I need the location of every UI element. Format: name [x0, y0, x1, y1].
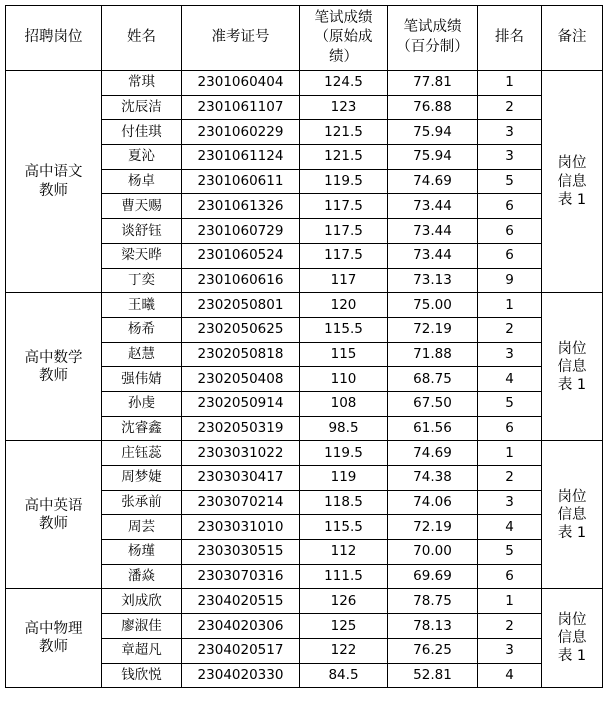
header-row [6, 6, 603, 71]
name-cell: 夏沁 [102, 145, 182, 170]
rank-cell: 5 [478, 169, 542, 194]
pct-score-cell: 78.75 [388, 589, 478, 614]
raw-score-cell: 126 [300, 589, 388, 614]
raw-score-cell: 117 [300, 268, 388, 293]
rank-cell: 5 [478, 540, 542, 565]
rank-cell: 6 [478, 219, 542, 244]
raw-score-cell: 115 [300, 342, 388, 367]
table-row [6, 441, 603, 466]
header-rank: 排名 [478, 6, 542, 71]
raw-score-cell: 119.5 [300, 441, 388, 466]
note-cell: 岗位 信息 表 1 [542, 71, 603, 293]
ticket-cell: 2302050801 [182, 293, 300, 318]
name-cell: 孙虔 [102, 391, 182, 416]
raw-score-cell: 124.5 [300, 71, 388, 96]
name-cell: 丁奕 [102, 268, 182, 293]
ticket-cell: 2301061107 [182, 95, 300, 120]
ticket-cell: 2303030515 [182, 540, 300, 565]
pct-score-cell: 61.56 [388, 416, 478, 441]
name-cell: 曹天赐 [102, 194, 182, 219]
pct-score-cell: 72.19 [388, 515, 478, 540]
position-cell: 高中语文 教师 [6, 71, 102, 293]
name-cell: 赵慧 [102, 342, 182, 367]
ticket-cell: 2302050625 [182, 317, 300, 342]
table-row [6, 589, 603, 614]
header-raw-score: 笔试成绩 （原始成 绩） [300, 6, 388, 71]
ticket-cell: 2304020330 [182, 663, 300, 688]
pct-score-cell: 73.44 [388, 219, 478, 244]
raw-score-cell: 111.5 [300, 564, 388, 589]
note-cell: 岗位 信息 表 1 [542, 589, 603, 688]
pct-score-cell: 76.25 [388, 638, 478, 663]
pct-score-cell: 69.69 [388, 564, 478, 589]
rank-cell: 2 [478, 466, 542, 491]
header-pct-score: 笔试成绩 （百分制） [388, 6, 478, 71]
name-cell: 章超凡 [102, 638, 182, 663]
rank-cell: 2 [478, 317, 542, 342]
name-cell: 庄钰蕊 [102, 441, 182, 466]
raw-score-cell: 122 [300, 638, 388, 663]
name-cell: 沈睿鑫 [102, 416, 182, 441]
raw-score-cell: 108 [300, 391, 388, 416]
raw-score-cell: 119.5 [300, 169, 388, 194]
name-cell: 周芸 [102, 515, 182, 540]
ticket-cell: 2303070214 [182, 490, 300, 515]
name-cell: 钱欣悦 [102, 663, 182, 688]
pct-score-cell: 74.38 [388, 466, 478, 491]
pct-score-cell: 75.00 [388, 293, 478, 318]
raw-score-cell: 115.5 [300, 317, 388, 342]
pct-score-cell: 68.75 [388, 367, 478, 392]
raw-score-cell: 121.5 [300, 145, 388, 170]
table-body [6, 71, 603, 688]
ticket-cell: 2302050319 [182, 416, 300, 441]
rank-cell: 1 [478, 589, 542, 614]
raw-score-cell: 117.5 [300, 194, 388, 219]
note-cell: 岗位 信息 表 1 [542, 441, 603, 589]
rank-cell: 4 [478, 515, 542, 540]
table-row [6, 71, 603, 96]
pct-score-cell: 71.88 [388, 342, 478, 367]
ticket-cell: 2302050914 [182, 391, 300, 416]
ticket-cell: 2301060616 [182, 268, 300, 293]
pct-score-cell: 76.88 [388, 95, 478, 120]
raw-score-cell: 112 [300, 540, 388, 565]
results-table [5, 5, 603, 688]
table-row [6, 293, 603, 318]
ticket-cell: 2303070316 [182, 564, 300, 589]
pct-score-cell: 75.94 [388, 145, 478, 170]
raw-score-cell: 117.5 [300, 243, 388, 268]
rank-cell: 9 [478, 268, 542, 293]
raw-score-cell: 115.5 [300, 515, 388, 540]
name-cell: 刘成欣 [102, 589, 182, 614]
name-cell: 张承前 [102, 490, 182, 515]
ticket-cell: 2304020517 [182, 638, 300, 663]
raw-score-cell: 98.5 [300, 416, 388, 441]
pct-score-cell: 72.19 [388, 317, 478, 342]
name-cell: 潘焱 [102, 564, 182, 589]
rank-cell: 3 [478, 145, 542, 170]
name-cell: 杨瑾 [102, 540, 182, 565]
ticket-cell: 2303031022 [182, 441, 300, 466]
pct-score-cell: 73.44 [388, 194, 478, 219]
raw-score-cell: 118.5 [300, 490, 388, 515]
raw-score-cell: 84.5 [300, 663, 388, 688]
ticket-cell: 2304020515 [182, 589, 300, 614]
pct-score-cell: 73.44 [388, 243, 478, 268]
name-cell: 付佳琪 [102, 120, 182, 145]
pct-score-cell: 74.69 [388, 169, 478, 194]
rank-cell: 6 [478, 564, 542, 589]
name-cell: 强伟婧 [102, 367, 182, 392]
name-cell: 杨希 [102, 317, 182, 342]
rank-cell: 6 [478, 243, 542, 268]
pct-score-cell: 67.50 [388, 391, 478, 416]
rank-cell: 5 [478, 391, 542, 416]
pct-score-cell: 52.81 [388, 663, 478, 688]
rank-cell: 6 [478, 416, 542, 441]
rank-cell: 3 [478, 490, 542, 515]
pct-score-cell: 74.69 [388, 441, 478, 466]
header-name: 姓名 [102, 6, 182, 71]
rank-cell: 2 [478, 614, 542, 639]
rank-cell: 1 [478, 293, 542, 318]
raw-score-cell: 123 [300, 95, 388, 120]
rank-cell: 3 [478, 638, 542, 663]
ticket-cell: 2303031010 [182, 515, 300, 540]
raw-score-cell: 120 [300, 293, 388, 318]
ticket-cell: 2302050408 [182, 367, 300, 392]
name-cell: 谈舒钰 [102, 219, 182, 244]
ticket-cell: 2301060611 [182, 169, 300, 194]
rank-cell: 3 [478, 120, 542, 145]
pct-score-cell: 78.13 [388, 614, 478, 639]
raw-score-cell: 119 [300, 466, 388, 491]
rank-cell: 4 [478, 367, 542, 392]
ticket-cell: 2304020306 [182, 614, 300, 639]
raw-score-cell: 121.5 [300, 120, 388, 145]
raw-score-cell: 125 [300, 614, 388, 639]
pct-score-cell: 77.81 [388, 71, 478, 96]
name-cell: 周梦婕 [102, 466, 182, 491]
header-ticket: 准考证号 [182, 6, 300, 71]
ticket-cell: 2301060524 [182, 243, 300, 268]
raw-score-cell: 117.5 [300, 219, 388, 244]
raw-score-cell: 110 [300, 367, 388, 392]
ticket-cell: 2301061124 [182, 145, 300, 170]
rank-cell: 1 [478, 71, 542, 96]
name-cell: 常琪 [102, 71, 182, 96]
name-cell: 梁天晔 [102, 243, 182, 268]
rank-cell: 4 [478, 663, 542, 688]
pct-score-cell: 74.06 [388, 490, 478, 515]
name-cell: 沈辰洁 [102, 95, 182, 120]
position-cell: 高中英语 教师 [6, 441, 102, 589]
name-cell: 杨卓 [102, 169, 182, 194]
note-cell: 岗位 信息 表 1 [542, 293, 603, 441]
header-note: 备注 [542, 6, 603, 71]
header-position: 招聘岗位 [6, 6, 102, 71]
rank-cell: 3 [478, 342, 542, 367]
ticket-cell: 2302050818 [182, 342, 300, 367]
name-cell: 廖淑佳 [102, 614, 182, 639]
rank-cell: 1 [478, 441, 542, 466]
pct-score-cell: 70.00 [388, 540, 478, 565]
pct-score-cell: 73.13 [388, 268, 478, 293]
position-cell: 高中数学 教师 [6, 293, 102, 441]
rank-cell: 6 [478, 194, 542, 219]
position-cell: 高中物理 教师 [6, 589, 102, 688]
ticket-cell: 2303030417 [182, 466, 300, 491]
name-cell: 王曦 [102, 293, 182, 318]
ticket-cell: 2301060729 [182, 219, 300, 244]
rank-cell: 2 [478, 95, 542, 120]
pct-score-cell: 75.94 [388, 120, 478, 145]
ticket-cell: 2301060229 [182, 120, 300, 145]
ticket-cell: 2301061326 [182, 194, 300, 219]
ticket-cell: 2301060404 [182, 71, 300, 96]
table-header [6, 6, 603, 71]
